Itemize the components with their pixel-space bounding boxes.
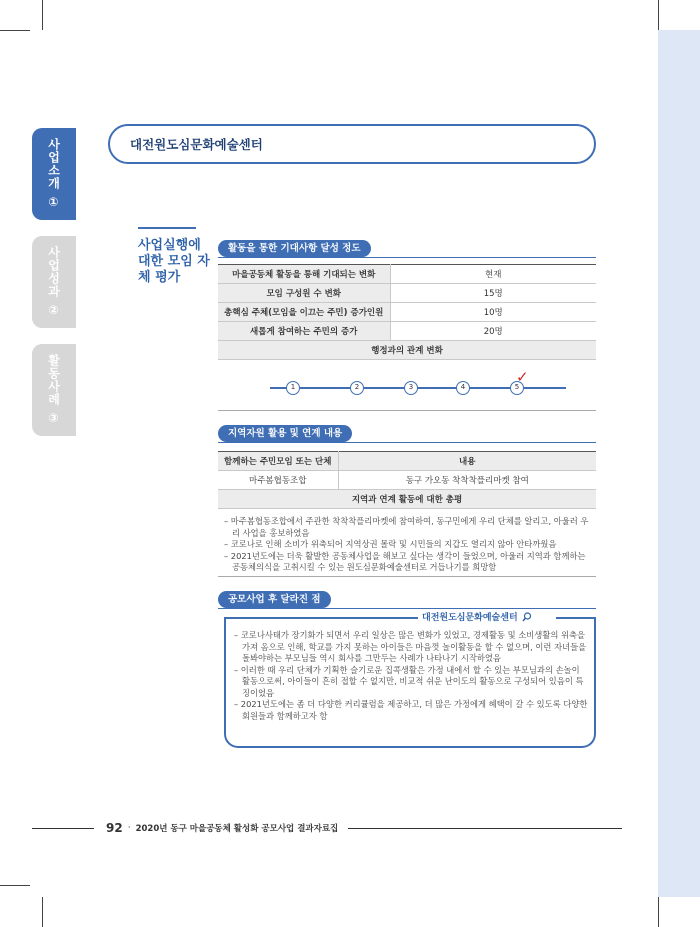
table-row xyxy=(218,452,596,471)
divider xyxy=(218,442,596,443)
list-item: – 이러한 때 우리 단체가 기획한 슬기로운 집콕생활은 가정 내에서 할 수 있는 부모님과의 손놀이 활동으로써, 아이들이 흔히 접할 수 없지만, 비교적 쉬운 난이도의 활동으로 구성되어 있음이 특징이었음 xyxy=(234,665,590,700)
crop-mark xyxy=(0,30,30,31)
table-cell: 모임 구성원 수 변화 xyxy=(218,284,390,303)
crop-mark xyxy=(0,885,30,886)
divider xyxy=(218,410,596,411)
scale-node: 3 xyxy=(404,381,418,395)
table-cell: 지역과 연계 활동에 대한 총평 xyxy=(218,490,596,509)
crop-mark xyxy=(42,0,43,30)
scale-node: 4 xyxy=(456,381,470,395)
footer-rule xyxy=(348,828,622,829)
list-item: – 2021년도에는 더욱 활발한 공동체사업을 해보고 싶다는 생각이 들었으며, 아울러 지역과 함께하는 공동체의식을 고취시킬 수 있는 원도심문화예술센터로 거듭나기를 희망함 xyxy=(224,551,596,574)
page-number: 92 xyxy=(106,821,123,835)
table-cell: 마주봄협동조합 xyxy=(218,471,338,490)
box-title-text: 대전원도심문화예술센터 xyxy=(422,613,518,623)
crop-mark xyxy=(658,897,659,927)
table-cell: 행정과의 관계 변화 xyxy=(218,341,596,360)
table-cell: 동구 가오동 착착착플리마켓 참여 xyxy=(338,471,596,490)
table-row xyxy=(218,471,596,490)
page-title: 대전원도심문화예술센터 xyxy=(130,137,263,152)
section-label-resources: 지역자원 활용 및 연계 내용 xyxy=(218,425,352,442)
list-item: – 2021년도에는 좀 더 다양한 커리큘럼을 제공하고, 더 많은 가정에게 혜택이 갈 수 있도록 다양한 회원들과 함께하고자 함 xyxy=(234,699,590,722)
search-icon xyxy=(522,612,532,622)
section-label-changes: 공모사업 후 달라진 점 xyxy=(218,591,331,608)
divider xyxy=(218,257,596,258)
table-row xyxy=(218,284,596,303)
side-tab-label: 사업성과 ② xyxy=(46,245,61,319)
table-cell: 20명 xyxy=(390,322,596,341)
page-edge-bar xyxy=(658,30,700,897)
table-row xyxy=(218,303,596,322)
table-cell: 10명 xyxy=(390,303,596,322)
table-cell: 총핵심 주체(모임을 이끄는 주민) 증가인원 xyxy=(218,303,390,322)
scale-node: 1 xyxy=(286,381,300,395)
header-pill xyxy=(108,124,596,164)
check-icon: ✓ xyxy=(516,368,529,386)
footer-title: 2020년 동구 마을공동체 활성화 공모사업 결과자료집 xyxy=(135,824,339,834)
summary-notes xyxy=(224,516,596,574)
scale-node: 2 xyxy=(350,381,364,395)
table-row xyxy=(218,341,596,360)
table-row xyxy=(218,490,596,509)
box-title xyxy=(418,610,536,623)
separator: · xyxy=(127,823,131,833)
changes-notes xyxy=(234,630,590,722)
section-label-expectations: 활동을 통한 기대사항 달성 정도 xyxy=(218,240,371,257)
crop-mark xyxy=(658,0,659,30)
section-heading: 사업실행에 대한 모임 자체 평가 xyxy=(138,238,210,285)
relationship-scale xyxy=(268,368,568,400)
scale-node: 5 xyxy=(510,381,524,395)
side-tab-intro[interactable] xyxy=(32,128,76,220)
footer-rule xyxy=(32,828,94,829)
table-header-cell: 내용 xyxy=(338,452,596,471)
side-tab-cases[interactable] xyxy=(32,344,76,436)
list-item: – 코로나사태가 장기화가 되면서 우리 일상은 많은 변화가 있었고, 경제활동 및 소비생활의 위축을 가져 옴으로 인해, 학교를 가지 못하는 아이들은 마음껏 놀이활동을 할 수 없으며, 이런 자녀들을 돌봐야하는 부모님들 역시 회사를 그만두는 사례가 나타나기 시작하였음 xyxy=(234,630,590,665)
table-cell: 새롭게 참여하는 주민의 증가 xyxy=(218,322,390,341)
expectations-table xyxy=(218,264,596,360)
side-tab-label: 사업소개 ① xyxy=(46,137,61,211)
side-tab-results[interactable] xyxy=(32,236,76,328)
list-item: – 코로나로 인해 소비가 위축되어 지역상권 몰락 및 시민들의 지갑도 열리지 않아 안타까웠음 xyxy=(224,539,596,551)
resources-table xyxy=(218,451,596,509)
table-cell: 마을공동체 활동을 통해 기대되는 변화 xyxy=(218,265,390,284)
divider xyxy=(218,608,596,609)
side-tab-label: 활동사례 ③ xyxy=(46,353,61,427)
crop-mark xyxy=(42,897,43,927)
table-header-cell: 함께하는 주민모임 또는 단체 xyxy=(218,452,338,471)
divider xyxy=(218,576,596,577)
table-cell: 현재 xyxy=(390,265,596,284)
footer xyxy=(32,821,622,835)
table-row xyxy=(218,322,596,341)
list-item: – 마주봄협동조합에서 주관한 착착착플리마켓에 참여하여, 동구민에게 우리 단체를 알리고, 아울러 우리 사업을 홍보하였음 xyxy=(224,516,596,539)
table-row xyxy=(218,265,596,284)
divider xyxy=(138,227,196,229)
table-cell: 15명 xyxy=(390,284,596,303)
